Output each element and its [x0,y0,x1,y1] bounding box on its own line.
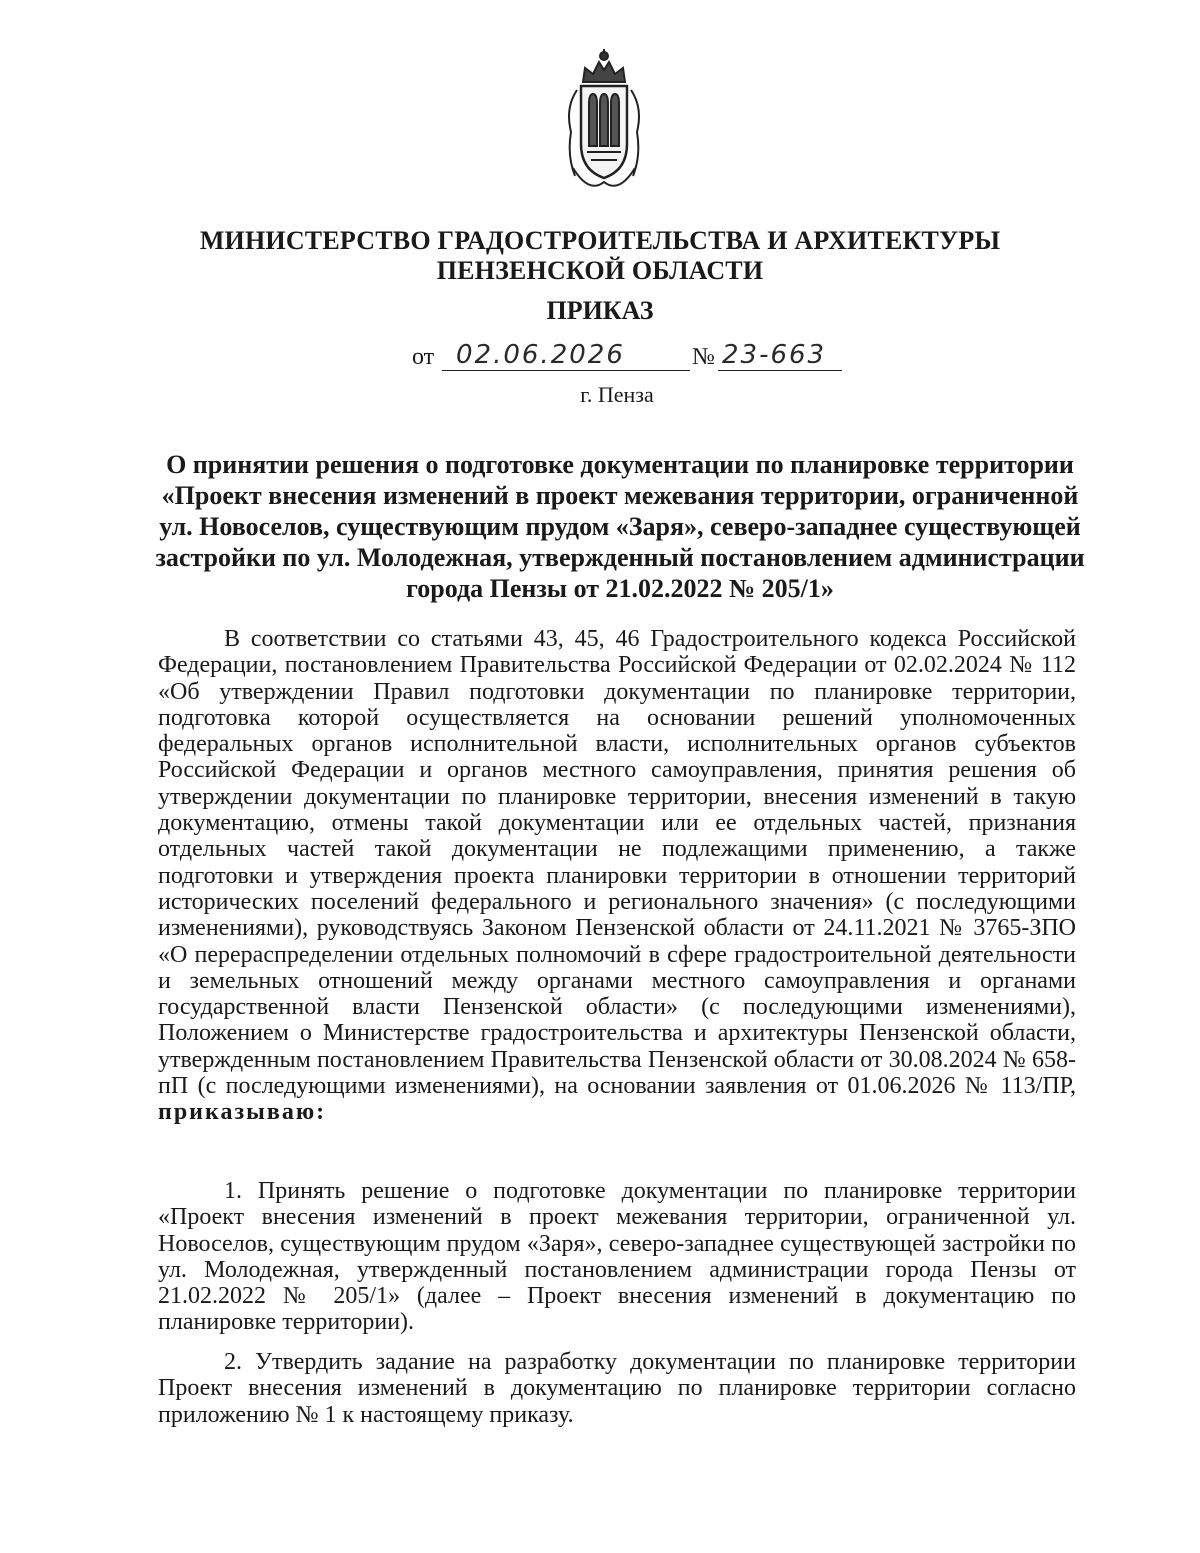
date-underline [442,370,690,371]
number-prefix: № [692,344,715,370]
date-value: 02.06.2026 [456,340,625,370]
preamble-paragraph [158,626,1076,1126]
coat-of-arms-icon [563,48,645,198]
item-1-text: 1. Принять решение о подготовке документации по планировке территории «Проект внесения изменений в проект межевания территории, ограниченной ул. Новоселов, существующим прудом «Заря», северо-западнее существующей застройки по ул. Молодежная, утвержденный постановлением администрации города Пензы от 21.02.2022 № 205/1» (далее – Проект внесения изменений в документацию по планировке территории). [158,1178,1076,1336]
city: г. Пенза [580,382,654,407]
preamble-text: В соответствии со статьями 43, 45, 46 Градостроительного кодекса Российской Федерации, постановлением Правительства Российской Федерации от 02.02.2024 № 112 «Об утверждении Правил подготовки документации по планировке территории, подготовка которой осуществляется на основании решений уполномоченных федеральных органов исполнительной власти, исполнительных органов субъектов Российской Федерации и органов местного самоуправления, принятия решения об утверждении документации по планировке территории, внесения изменений в такую документацию, отмены такой документации или ее отдельных частей, признания отдельных частей такой документации не подлежащими применению, а также подготовки и утверждения проекта планировки территории в отношении территорий исторических поселений федерального и регионального значения» (с последующими изменениями), руководствуясь Законом Пензенской области от 24.11.2021 № 3765-ЗПО «О перераспределении отдельных полномочий в сфере градостроительной деятельности и земельных отношений между органами местного самоуправления и органами государственной власти Пензенской области» (с последующими изменениями), Положением о Министерстве градостроительства и архитектуры Пензенской области, утвержденным постановлением Правительства Пензенской области от 30.08.2024 № 658-пП (с последующими изменениями), на основании заявления от 01.06.2026 № 113/ПР, [158,626,1076,1100]
number-underline [718,370,842,371]
date-number-line [412,340,852,376]
date-prefix: от [412,344,435,370]
ministry-name [0,226,1200,286]
ministry-name-line1: МИНИСТЕРСТВО ГРАДОСТРОИТЕЛЬСТВА И АРХИТЕКТУРЫ [199,226,1001,255]
number-value: 23-663 [722,340,827,370]
item-2-paragraph [158,1349,1076,1428]
document-type: ПРИКАЗ [546,296,654,325]
item-1-paragraph [158,1178,1076,1336]
item-2-text: 2. Утвердить задание на разработку документации по планировке территории Проект внесения изменений в документацию по планировке территории согласно приложению № 1 к настоящему приказу. [158,1349,1076,1428]
order-word: приказываю: [158,1099,327,1126]
order-subject: О принятии решения о подготовке документации по планировке территории «Проект внесения изменений в проект межевания территории, ограниченной ул. Новоселов, существующим прудом «Заря», северо-западнее существующей застройки по ул. Молодежная, утвержденный постановлением администрации города Пензы от 21.02.2022 № 205/1» [155,450,1085,603]
ministry-name-line2: ПЕНЗЕНСКОЙ ОБЛАСТИ [436,256,764,285]
